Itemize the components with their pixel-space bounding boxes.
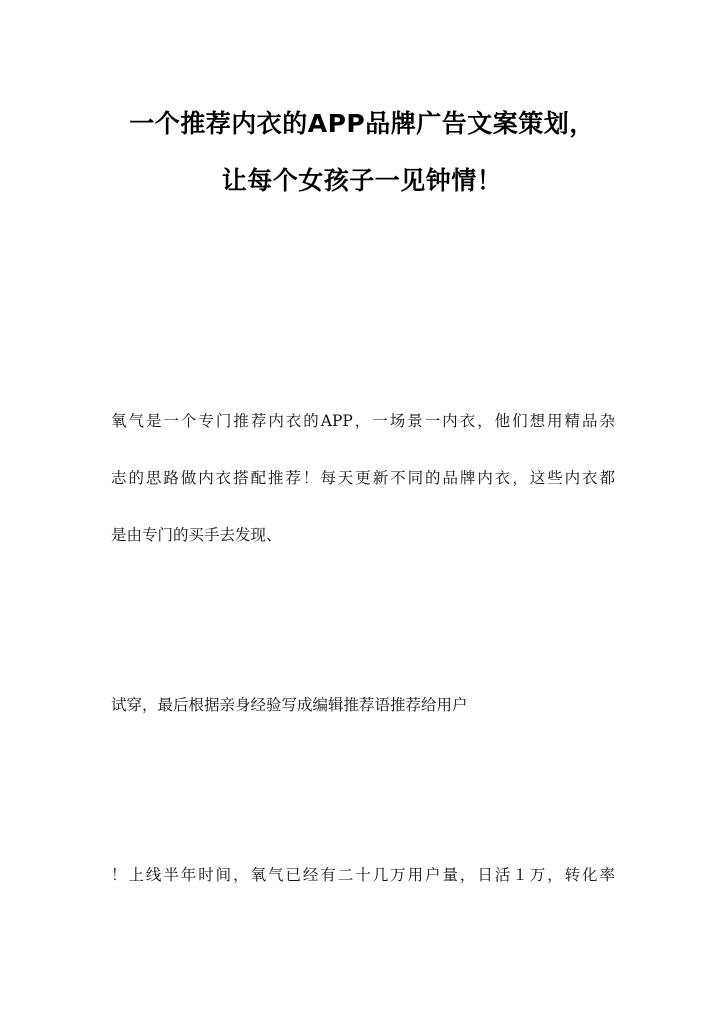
paragraph-2-line-1: 试穿，最后根据亲身经验写成编辑推荐语推荐给用户 [111,696,468,714]
document-title-line-2: 让每个女孩子一见钟情！ [221,166,503,195]
paragraph-1-line-1: 氧气是一个专门推荐内衣的APP，一场景一内衣，他们想用精品杂 [111,412,615,430]
document-title-line-1: 一个推荐内衣的APP品牌广告文案策划， [129,109,595,138]
paragraph-1-line-2: 志的思路做内衣搭配推荐！每天更新不同的品牌内衣，这些内衣都 [111,469,615,487]
paragraph-1-line-3: 是由专门的买手去发现、 [111,526,282,544]
paragraph-3-line-1: ！上线半年时间，氧气已经有二十几万用户量，日活１万，转化率 [111,866,615,884]
